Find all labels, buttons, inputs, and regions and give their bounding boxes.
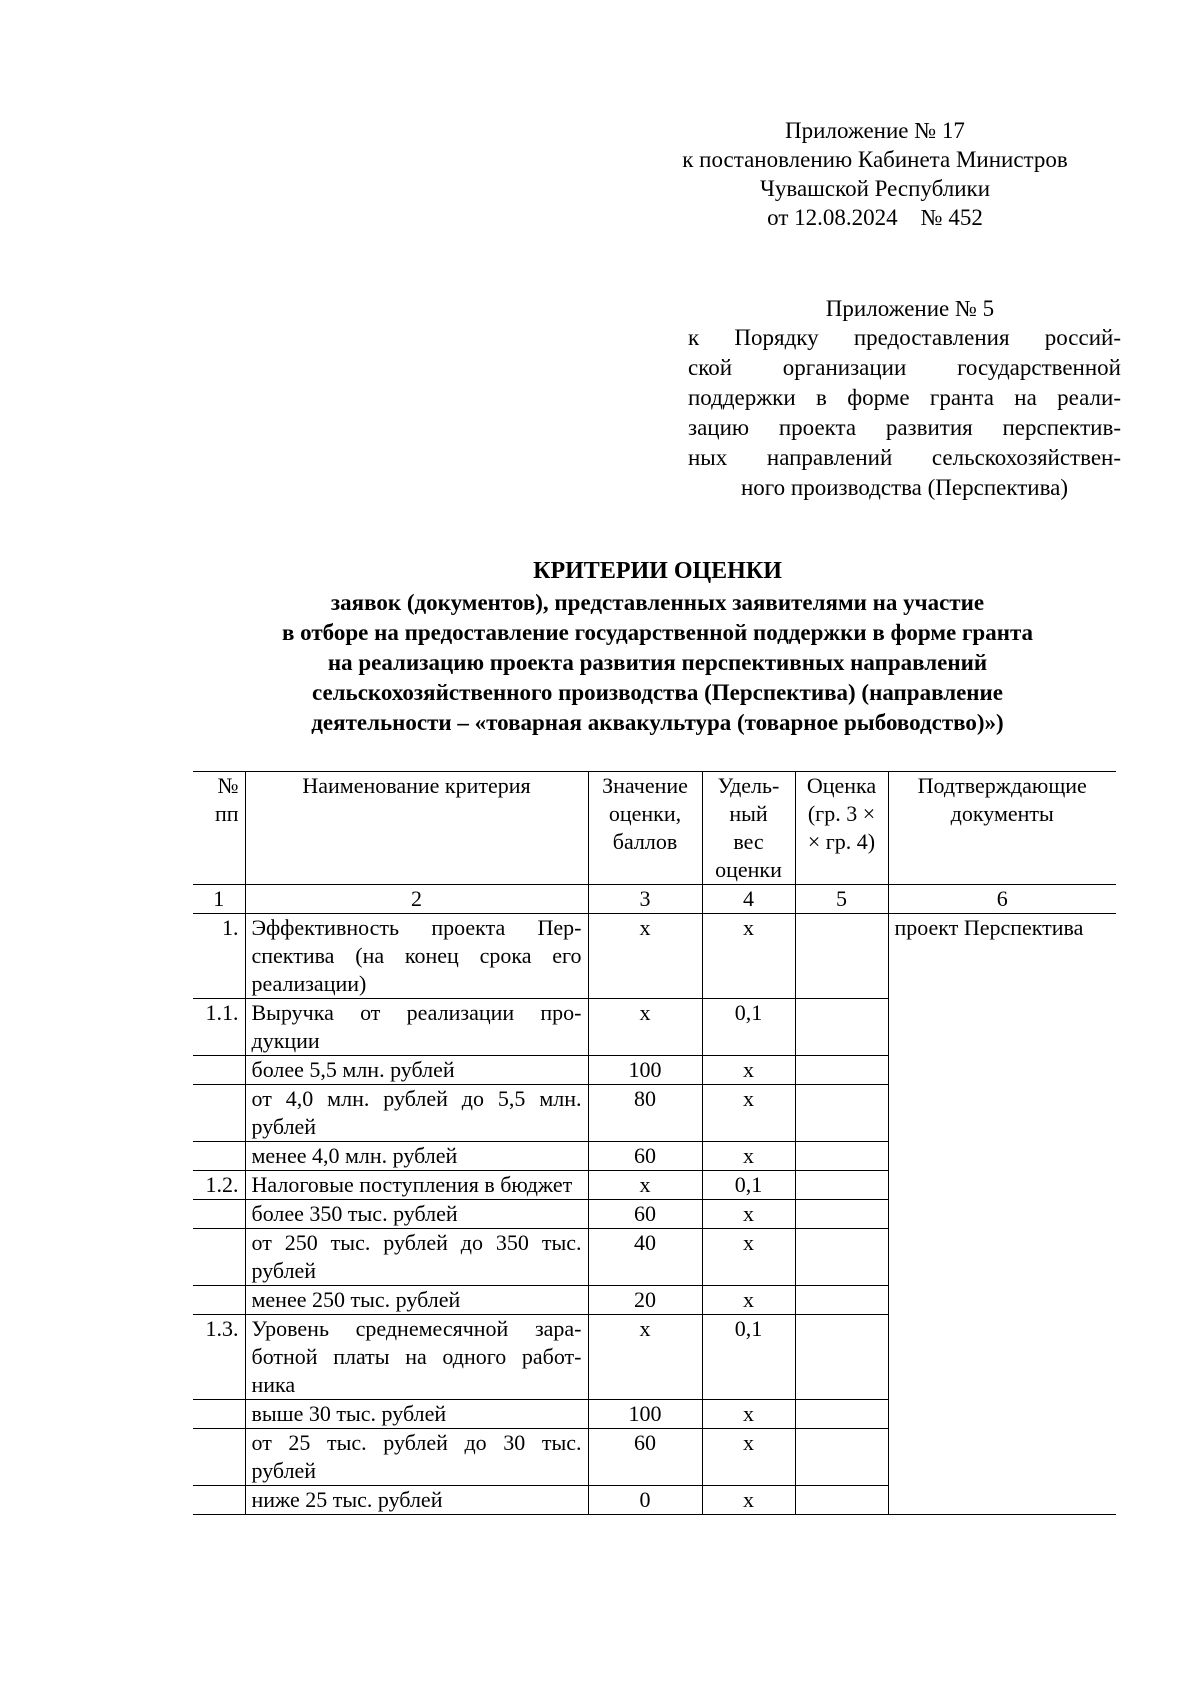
header-name <box>245 772 588 885</box>
row-number <box>193 1229 245 1286</box>
header-weight-line4: оценки <box>715 857 782 882</box>
criterion-value: 60 <box>588 1200 702 1229</box>
header-docs <box>888 772 1116 885</box>
row-number: 1.3. <box>193 1315 245 1400</box>
header-num <box>193 772 245 885</box>
column-number: 6 <box>888 885 1116 914</box>
header-value-line1: Значение <box>602 773 688 798</box>
column-number: 5 <box>795 885 888 914</box>
row-number <box>193 1486 245 1515</box>
appendix-5-line4: зацию проекта развития перспектив- <box>688 415 1121 440</box>
row-number <box>193 1085 245 1142</box>
appendix-5-line3: поддержки в форме гранта на реали- <box>688 385 1121 410</box>
criterion-score <box>795 999 888 1056</box>
appendix-17-header <box>640 116 1110 232</box>
criterion-value: 0 <box>588 1486 702 1515</box>
document-title-line4: сельскохозяйственного производства (Перспектива) (направление <box>311 680 1004 705</box>
appendix-5-line6: ного производства (Перспектива) <box>741 475 1068 500</box>
criterion-weight: 0,1 <box>702 1171 795 1200</box>
criterion-name: более 350 тыс. рублей <box>245 1200 588 1229</box>
criterion-name: от 250 тыс. рублей до 350 тыс. рублей <box>245 1229 588 1286</box>
row-number: 1.1. <box>193 999 245 1056</box>
appendix-17-line2: к постановлению Кабинета Министров <box>682 147 1068 172</box>
row-number <box>193 1400 245 1429</box>
criterion-value: х <box>588 914 702 999</box>
column-number: 2 <box>245 885 588 914</box>
table-header-row <box>193 772 1116 885</box>
criterion-score <box>795 1085 888 1142</box>
row-number <box>193 1429 245 1486</box>
criterion-name: более 5,5 млн. рублей <box>245 1056 588 1085</box>
criterion-value: х <box>588 1171 702 1200</box>
column-number-row <box>193 885 1116 914</box>
criterion-weight: х <box>702 1056 795 1085</box>
header-docs-line1: Подтверждающие <box>917 773 1087 798</box>
appendix-5-line1: к Порядку предоставления россий- <box>688 325 1121 350</box>
header-value-line3: баллов <box>612 829 678 854</box>
header-score <box>795 772 888 885</box>
criterion-score <box>795 1486 888 1515</box>
row-number <box>193 1056 245 1085</box>
row-number <box>193 1200 245 1229</box>
supporting-documents: проект Перспектива <box>888 914 1116 1515</box>
criterion-name: менее 250 тыс. рублей <box>245 1286 588 1315</box>
header-score-line3: × гр. 4) <box>807 829 876 854</box>
criterion-name: Уровень среднемесячной зара-ботной платы на одного работ-ника <box>245 1315 588 1400</box>
document-title-main: КРИТЕРИИ ОЦЕНКИ <box>533 558 782 584</box>
column-number: 4 <box>702 885 795 914</box>
criterion-score <box>795 1229 888 1286</box>
criteria-table <box>193 771 1116 1515</box>
criterion-score <box>795 1429 888 1486</box>
criterion-score <box>795 914 888 999</box>
row-number: 1.2. <box>193 1171 245 1200</box>
document-title-line3: на реализацию проекта развития перспективных направлений <box>327 650 988 675</box>
criterion-weight: х <box>702 1429 795 1486</box>
criterion-name: менее 4,0 млн. рублей <box>245 1142 588 1171</box>
header-num-line1: № <box>217 773 239 798</box>
criterion-name: выше 30 тыс. рублей <box>245 1400 588 1429</box>
header-score-line1: Оценка <box>806 773 877 798</box>
criterion-score <box>795 1142 888 1171</box>
appendix-17-line4: от 12.08.2024 № 452 <box>767 205 983 230</box>
row-number <box>193 1142 245 1171</box>
criterion-value: 80 <box>588 1085 702 1142</box>
appendix-17-line3: Чувашской Республики <box>759 176 991 201</box>
criterion-value: 20 <box>588 1286 702 1315</box>
criterion-weight: х <box>702 1200 795 1229</box>
criterion-value: 60 <box>588 1142 702 1171</box>
criterion-score <box>795 1171 888 1200</box>
criterion-name: от 25 тыс. рублей до 30 тыс. рублей <box>245 1429 588 1486</box>
header-weight-line2: ный <box>729 801 768 826</box>
appendix-17-line1: Приложение № 17 <box>785 118 965 143</box>
criterion-value: 100 <box>588 1400 702 1429</box>
document-title-line1: заявок (документов), представленных заявителями на участие <box>330 590 985 615</box>
criterion-weight: х <box>702 1229 795 1286</box>
criterion-value: х <box>588 999 702 1056</box>
criterion-value: х <box>588 1315 702 1400</box>
appendix-5-title: Приложение № 5 <box>825 296 995 321</box>
header-num-line2: пп <box>214 801 239 826</box>
header-weight <box>702 772 795 885</box>
criterion-value: 40 <box>588 1229 702 1286</box>
criterion-name: Выручка от реализации про-дукции <box>245 999 588 1056</box>
criterion-name: Эффективность проекта Пер-спектива (на конец срока его реализации) <box>245 914 588 999</box>
header-docs-line2: документы <box>950 801 1054 826</box>
appendix-5-body <box>688 323 1121 503</box>
row-number <box>193 1286 245 1315</box>
criterion-score <box>795 1056 888 1085</box>
header-weight-line3: вес <box>733 829 764 854</box>
appendix-5-line5: ных направлений сельскохозяйствен- <box>688 445 1121 470</box>
table-row <box>193 914 1116 999</box>
header-weight-line1: Удель- <box>717 773 780 798</box>
header-value-line2: оценки, <box>608 801 682 826</box>
criterion-weight: 0,1 <box>702 999 795 1056</box>
criterion-name: ниже 25 тыс. рублей <box>245 1486 588 1515</box>
criterion-score <box>795 1315 888 1400</box>
appendix-5-line2: ской организации государственной <box>688 355 1121 380</box>
criterion-value: 60 <box>588 1429 702 1486</box>
document-title <box>180 556 1135 738</box>
criterion-score <box>795 1400 888 1429</box>
criterion-weight: х <box>702 1400 795 1429</box>
criterion-value: 100 <box>588 1056 702 1085</box>
criterion-weight: х <box>702 1486 795 1515</box>
criterion-weight: х <box>702 1142 795 1171</box>
header-score-line2: (гр. 3 × <box>807 801 876 826</box>
criterion-name: Налоговые поступления в бюджет <box>245 1171 588 1200</box>
criterion-weight: х <box>702 1085 795 1142</box>
document-title-line5: деятельности – «товарная аквакультура (товарное рыбоводство)») <box>311 710 1004 735</box>
header-name-text: Наименование критерия <box>302 773 531 798</box>
row-number: 1. <box>193 914 245 999</box>
criterion-weight: 0,1 <box>702 1315 795 1400</box>
criterion-weight: х <box>702 1286 795 1315</box>
column-number: 1 <box>193 885 245 914</box>
criterion-name: от 4,0 млн. рублей до 5,5 млн. рублей <box>245 1085 588 1142</box>
document-title-line2: в отборе на предоставление государственной поддержки в форме гранта <box>281 620 1034 645</box>
criterion-score <box>795 1200 888 1229</box>
criterion-score <box>795 1286 888 1315</box>
column-number: 3 <box>588 885 702 914</box>
criterion-weight: х <box>702 914 795 999</box>
header-value <box>588 772 702 885</box>
